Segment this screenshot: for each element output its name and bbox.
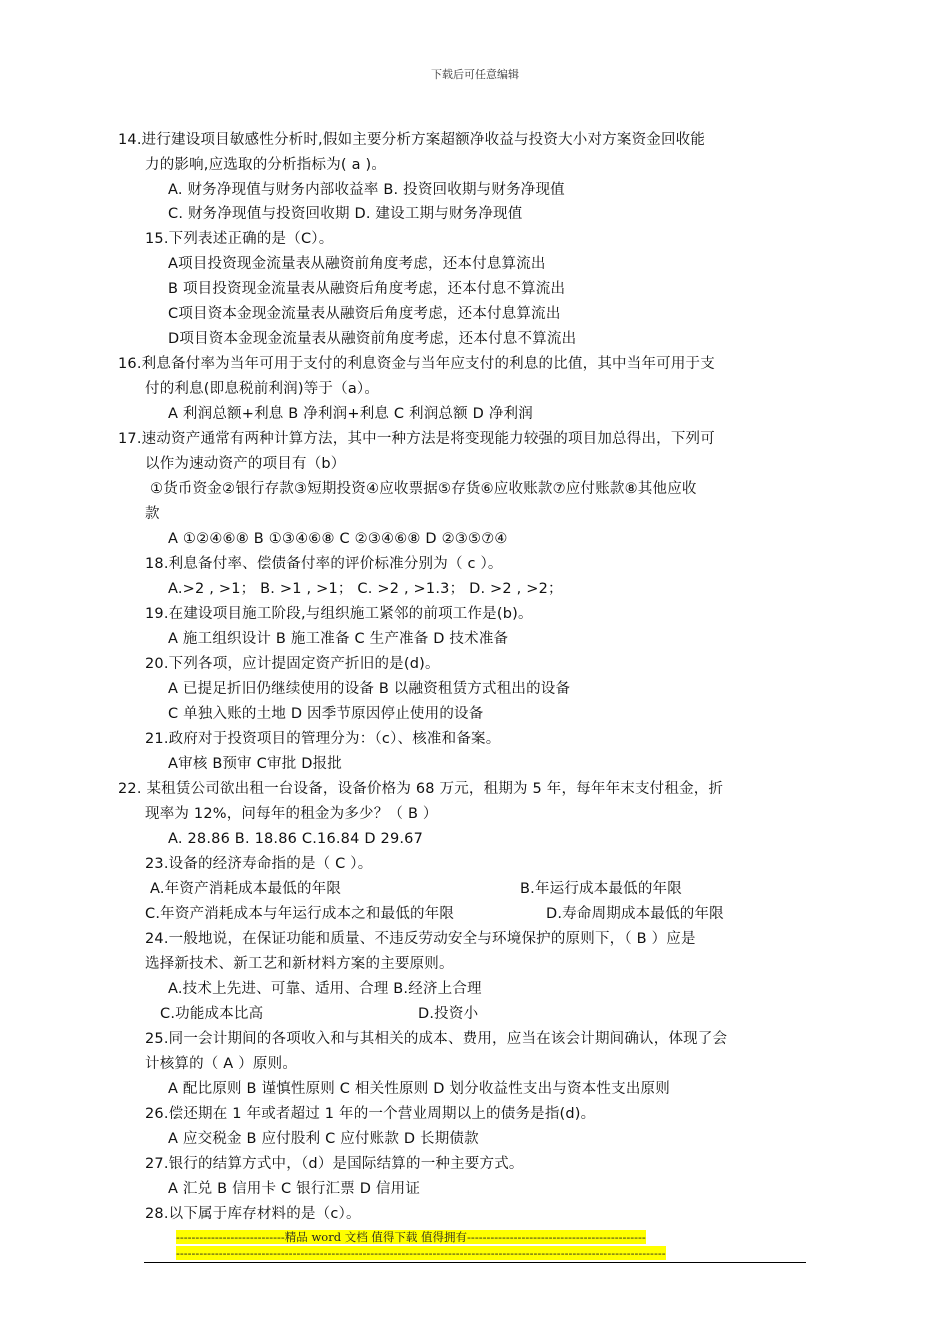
text-line: 22. 某租赁公司欲出租一台设备，设备价格为 68 万元，租期为 5 年，每年年末支付租金，折	[118, 781, 724, 797]
text-line: B 项目投资现金流量表从融资后角度考虑，还本付息不算流出	[168, 281, 566, 297]
footer-banner	[176, 1230, 646, 1244]
text-line: 14.进行建设项目敏感性分析时,假如主要分析方案超额净收益与投资大小对方案资金回收能	[118, 132, 706, 148]
text-line: A. 28.86 B. 18.86 C.16.84 D 29.67	[168, 831, 424, 847]
text-line: 27.银行的结算方式中，（d）是国际结算的一种主要方式。	[145, 1156, 524, 1172]
text-line: C. 财务净现值与投资回收期 D. 建设工期与财务净现值	[168, 206, 523, 222]
text-line: A 已提足折旧仍继续使用的设备 B 以融资租赁方式租出的设备	[168, 681, 571, 697]
text-line: A 配比原则 B 谨慎性原则 C 相关性原则 D 划分收益性支出与资本性支出原则	[168, 1081, 670, 1097]
footer-dashes	[176, 1246, 666, 1260]
text-line: A项目投资现金流量表从融资前角度考虑，还本付息算流出	[168, 256, 546, 272]
text-line: A 施工组织设计 B 施工准备 C 生产准备 D 技术准备	[168, 631, 509, 647]
text-line: 28.以下属于库存材料的是（c）。	[145, 1206, 361, 1222]
text-line: B.年运行成本最低的年限	[520, 881, 682, 897]
text-line: C 单独入账的土地 D 因季节原因停止使用的设备	[168, 706, 484, 722]
text-line: A 汇兑 B 信用卡 C 银行汇票 D 信用证	[168, 1181, 421, 1197]
text-line: 17.速动资产通常有两种计算方法，其中一种方法是将变现能力较强的项目加总得出，下列可	[118, 431, 715, 447]
footer-dashes-text: ------------------------------------------------------------------------------------------------------------------------------	[176, 1246, 666, 1260]
text-line: C.功能成本比高	[160, 1006, 264, 1022]
text-line: 现率为 12%，问每年的租金为多少？（ B ）	[145, 806, 438, 822]
text-line: 21.政府对于投资项目的管理分为：（c）、核准和备案。	[145, 731, 501, 747]
text-line: D项目资本金现金流量表从融资前角度考虑，还本付息不算流出	[168, 331, 577, 347]
text-line: C项目资本金现金流量表从融资后角度考虑，还本付息算流出	[168, 306, 561, 322]
text-line: A ①②④⑥⑧ B ①③④⑥⑧ C ②③④⑥⑧ D ②③⑤⑦④	[168, 531, 508, 547]
text-line: A.>2 , >1； B. >1 , >1； C. >2 , >1.3； D. >2 , >2；	[168, 581, 563, 597]
text-line: 选择新技术、新工艺和新材料方案的主要原则。	[145, 956, 454, 972]
footer-banner-text: ----------------------------精品 word 文档 值得下载 值得拥有----------------------------------------------	[176, 1230, 646, 1244]
text-line: D.投资小	[418, 1006, 479, 1022]
text-line: 力的影响,应选取的分析指标为( a )。	[145, 157, 387, 173]
text-line: A.技术上先进、可靠、适用、合理 B.经济上合理	[168, 981, 482, 997]
text-line: 以作为速动资产的项目有（b）	[145, 456, 346, 472]
text-line: ①货币资金②银行存款③短期投资④应收票据⑤存货⑥应收账款⑦应付账款⑧其他应收	[150, 481, 697, 497]
text-line: 24.一般地说，在保证功能和质量、不违反劳动安全与环境保护的原则下，（ B ）应是	[145, 931, 696, 947]
text-line: A. 财务净现值与财务内部收益率 B. 投资回收期与财务净现值	[168, 182, 565, 198]
text-line: 计核算的（ A ）原则。	[145, 1056, 298, 1072]
text-line: A 利润总额+利息 B 净利润+利息 C 利润总额 D 净利润	[168, 406, 533, 422]
text-line: 25.同一会计期间的各项收入和与其相关的成本、费用，应当在该会计期间确认，体现了会	[145, 1031, 728, 1047]
text-line: D.寿命周期成本最低的年限	[546, 906, 724, 922]
text-line: 19.在建设项目施工阶段,与组织施工紧邻的前项工作是(b)。	[145, 606, 533, 622]
text-line: 26.偿还期在 1 年或者超过 1 年的一个营业周期以上的债务是指(d)。	[145, 1106, 596, 1122]
text-line: 23.设备的经济寿命指的是（ C ）。	[145, 856, 373, 872]
text-line: 16.利息备付率为当年可用于支付的利息资金与当年应支付的利息的比值，其中当年可用于支	[118, 356, 715, 372]
page-header: 下载后可任意编辑	[431, 68, 519, 81]
text-line: A 应交税金 B 应付股利 C 应付账款 D 长期债款	[168, 1131, 479, 1147]
text-line: A.年资产消耗成本最低的年限	[150, 881, 342, 897]
text-line: C.年资产消耗成本与年运行成本之和最低的年限	[145, 906, 455, 922]
text-line: A审核 B预审 C审批 D报批	[168, 756, 342, 772]
text-line: 付的利息(即息税前利润)等于（a）。	[145, 381, 380, 397]
text-line: 15.下列表述正确的是（C）。	[145, 231, 334, 247]
footer-rule	[144, 1262, 806, 1263]
text-line: 20.下列各项，应计提固定资产折旧的是(d)。	[145, 656, 440, 672]
text-line: 款	[145, 506, 160, 522]
text-line: 18.利息备付率、偿债备付率的评价标准分别为（ c ）。	[145, 556, 503, 572]
